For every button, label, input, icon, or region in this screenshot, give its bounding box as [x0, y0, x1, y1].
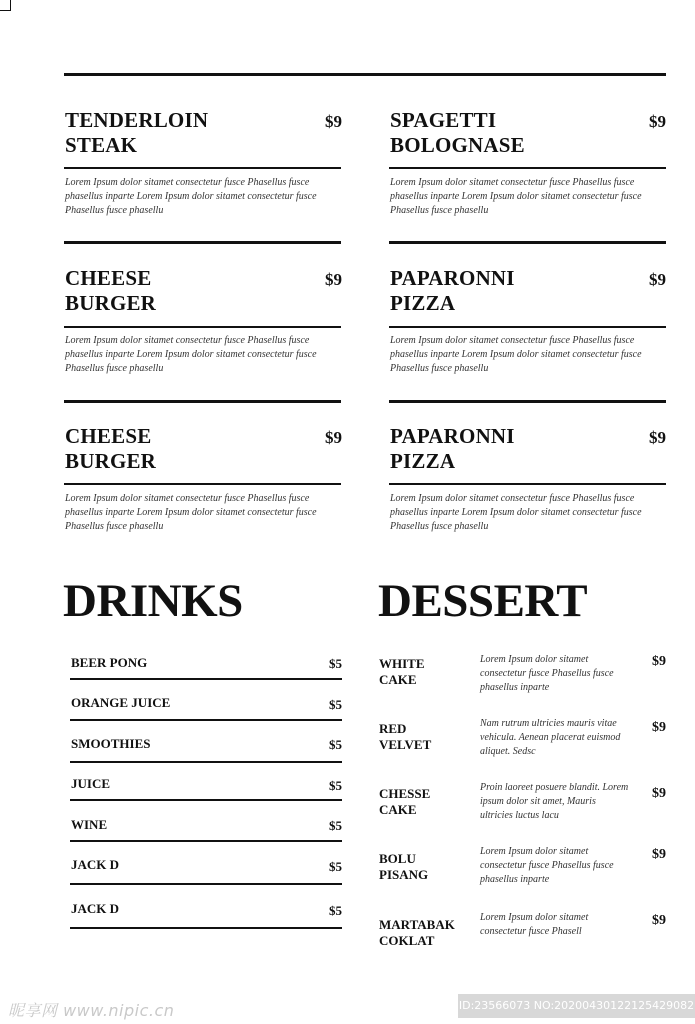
- dessert-description: Proin laoreet posuere blandit. Lorem ipsum dolor sit amet, Mauris ultricies luctus lacu: [480, 782, 629, 821]
- menu-item-top-rule: [64, 241, 341, 244]
- dessert-price: $9: [652, 654, 666, 669]
- dessert-name: WHITE CAKE: [379, 656, 425, 687]
- dessert-name: BOLU PISANG: [379, 851, 429, 882]
- dessert-title: DESSERT: [378, 575, 588, 627]
- menu-item-description: Lorem Ipsum dolor sitamet consectetur fusce Phasellus fusce phasellus inparte Lorem Ipsum dolor sitamet consectetur fusce Phasellus fusce phasellu: [65, 335, 317, 374]
- menu-item-price: $9: [325, 270, 342, 289]
- dessert-price: $9: [652, 786, 666, 801]
- menu-item-description: Lorem Ipsum dolor sitamet consectetur fusce Phasellus fusce phasellus inparte Lorem Ipsum dolor sitamet consectetur fusce Phasellus fusce phasellu: [390, 493, 642, 532]
- menu-item-description: Lorem Ipsum dolor sitamet consectetur fusce Phasellus fusce phasellus inparte Lorem Ipsum dolor sitamet consectetur fusce Phasellus fusce phasellu: [65, 493, 317, 532]
- dessert-price: $9: [652, 913, 666, 928]
- drink-name: WINE: [71, 817, 108, 832]
- menu-item-title: CHEESE BURGER: [65, 424, 157, 473]
- drink-divider: [70, 840, 342, 842]
- menu-item-title: TENDERLOIN STEAK: [65, 108, 209, 157]
- menu-item-price: $9: [649, 428, 666, 447]
- menu-item-divider: [389, 483, 666, 485]
- drink-divider: [70, 761, 342, 763]
- menu-item-top-rule: [389, 400, 666, 403]
- menu-item-price: $9: [325, 428, 342, 447]
- menu-item-title: PAPARONNI PIZZA: [390, 424, 515, 473]
- watermark-logo: 昵享网 www.nipic.cn: [8, 1001, 175, 1020]
- dessert-name: CHESSE CAKE: [379, 786, 431, 817]
- drink-divider: [70, 883, 342, 885]
- top-divider: [64, 73, 666, 76]
- menu-item-divider: [64, 167, 341, 169]
- drink-divider: [70, 719, 342, 721]
- drink-price: $5: [329, 697, 342, 712]
- drink-price: $5: [329, 737, 342, 752]
- menu-item-description: Lorem Ipsum dolor sitamet consectetur fusce Phasellus fusce phasellus inparte Lorem Ipsum dolor sitamet consectetur fusce Phasellus fusce phasellu: [65, 177, 317, 216]
- menu-item-top-rule: [389, 241, 666, 244]
- menu-item-divider: [389, 167, 666, 169]
- drink-divider: [70, 927, 342, 929]
- drink-divider: [70, 799, 342, 801]
- drink-name: JUICE: [71, 776, 111, 791]
- watermark-id: ID:23566073 NO:20200430122125429082: [458, 994, 695, 1018]
- dessert-description: Lorem Ipsum dolor sitamet consectetur fusce Phasellus fusce phasellus inparte: [480, 846, 614, 885]
- dessert-description: Lorem Ipsum dolor sitamet consectetur fusce Phasell: [480, 912, 589, 937]
- crop-mark: [0, 0, 11, 11]
- dessert-description: Lorem Ipsum dolor sitamet consectetur fusce Phasellus fusce phasellus inparte: [480, 654, 614, 693]
- dessert-price: $9: [652, 720, 666, 735]
- menu-item-title: CHEESE BURGER: [65, 266, 157, 315]
- drink-name: BEER PONG: [71, 655, 148, 670]
- menu-item-divider: [64, 483, 341, 485]
- dessert-description: Nam rutrum ultricies mauris vitae vehicula. Aenean placerat euismod aliquet. Sedsc: [480, 718, 621, 757]
- dessert-name: RED VELVET: [379, 721, 432, 752]
- menu-item-title: PAPARONNI PIZZA: [390, 266, 515, 315]
- dessert-price: $9: [652, 847, 666, 862]
- menu-item-top-rule: [64, 400, 341, 403]
- menu-item-description: Lorem Ipsum dolor sitamet consectetur fusce Phasellus fusce phasellus inparte Lorem Ipsum dolor sitamet consectetur fusce Phasellus fusce phasellu: [390, 335, 642, 374]
- drink-price: $5: [329, 778, 342, 793]
- drink-divider: [70, 678, 342, 680]
- menu-item-description: Lorem Ipsum dolor sitamet consectetur fusce Phasellus fusce phasellus inparte Lorem Ipsum dolor sitamet consectetur fusce Phasellus fusce phasellu: [390, 177, 642, 216]
- drink-name: ORANGE JUICE: [71, 695, 171, 710]
- drinks-title: DRINKS: [63, 575, 243, 627]
- drink-name: JACK D: [71, 901, 120, 916]
- drink-name: JACK D: [71, 857, 120, 872]
- drink-price: $5: [329, 903, 342, 918]
- menu-item-title: SPAGETTI BOLOGNASE: [390, 108, 525, 157]
- drink-price: $5: [329, 818, 342, 833]
- menu-item-price: $9: [649, 270, 666, 289]
- dessert-name: MARTABAK COKLAT: [379, 917, 455, 948]
- drink-price: $5: [329, 859, 342, 874]
- menu-item-price: $9: [649, 112, 666, 131]
- drink-name: SMOOTHIES: [71, 736, 151, 751]
- drink-price: $5: [329, 656, 342, 671]
- menu-item-divider: [389, 326, 666, 328]
- menu-item-price: $9: [325, 112, 342, 131]
- menu-item-divider: [64, 326, 341, 328]
